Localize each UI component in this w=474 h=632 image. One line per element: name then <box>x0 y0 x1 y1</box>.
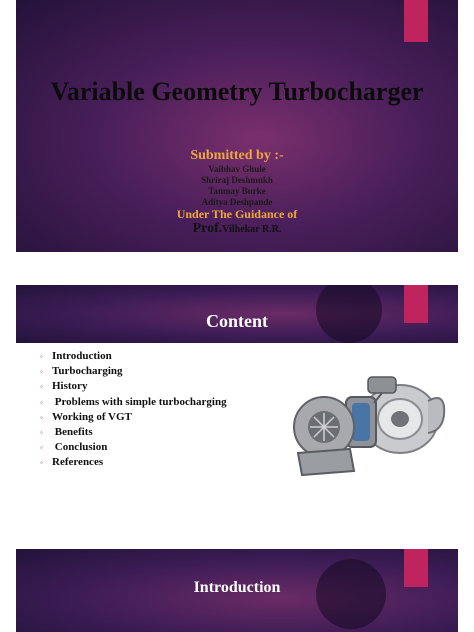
list-item: ◦ Benefits <box>40 425 227 440</box>
list-item: ◦ Introduction <box>40 349 227 364</box>
bullet-icon: ◦ <box>40 367 43 377</box>
author-name: Shriraj Deshmukh <box>201 175 273 185</box>
author-name: Vaibhav Ghule <box>208 164 266 174</box>
bullet-icon: ◦ <box>40 382 43 392</box>
content-list <box>40 349 227 471</box>
author-name: Tanmay Burke <box>208 186 266 196</box>
list-item: ◦ Working of VGT <box>40 410 227 425</box>
content-slide <box>16 285 458 520</box>
prof-prefix: Prof. <box>192 221 223 236</box>
list-item: ◦ Turbocharging <box>40 364 227 379</box>
bullet-icon: ◦ <box>40 443 43 453</box>
turbocharger-image <box>288 371 448 479</box>
list-item: ◦ History <box>40 379 227 394</box>
list-item: ◦ Problems with simple turbocharging <box>40 395 227 410</box>
submitted-by-label: Submitted by :- <box>190 148 284 163</box>
list-item: ◦ References <box>40 455 227 470</box>
bullet-icon: ◦ <box>40 427 43 437</box>
accent-tab <box>404 0 428 42</box>
title-slide <box>16 0 458 252</box>
introduction-title: Introduction <box>193 579 281 596</box>
bullet-icon: ◦ <box>40 397 43 407</box>
presentation-title: Variable Geometry Turbocharger <box>50 77 424 106</box>
introduction-slide <box>16 549 458 632</box>
author-name: Aditya Deshpande <box>201 197 273 207</box>
guide-name <box>16 221 458 237</box>
bullet-icon: ◦ <box>40 458 43 468</box>
content-title: Content <box>206 311 268 331</box>
bullet-icon: ◦ <box>40 352 43 361</box>
list-item: ◦ Conclusion <box>40 440 227 455</box>
prof-name: Vilhekar R.R. <box>222 224 282 235</box>
bullet-icon: ◦ <box>40 412 43 422</box>
guidance-label: Under The Guidance of <box>176 207 298 221</box>
